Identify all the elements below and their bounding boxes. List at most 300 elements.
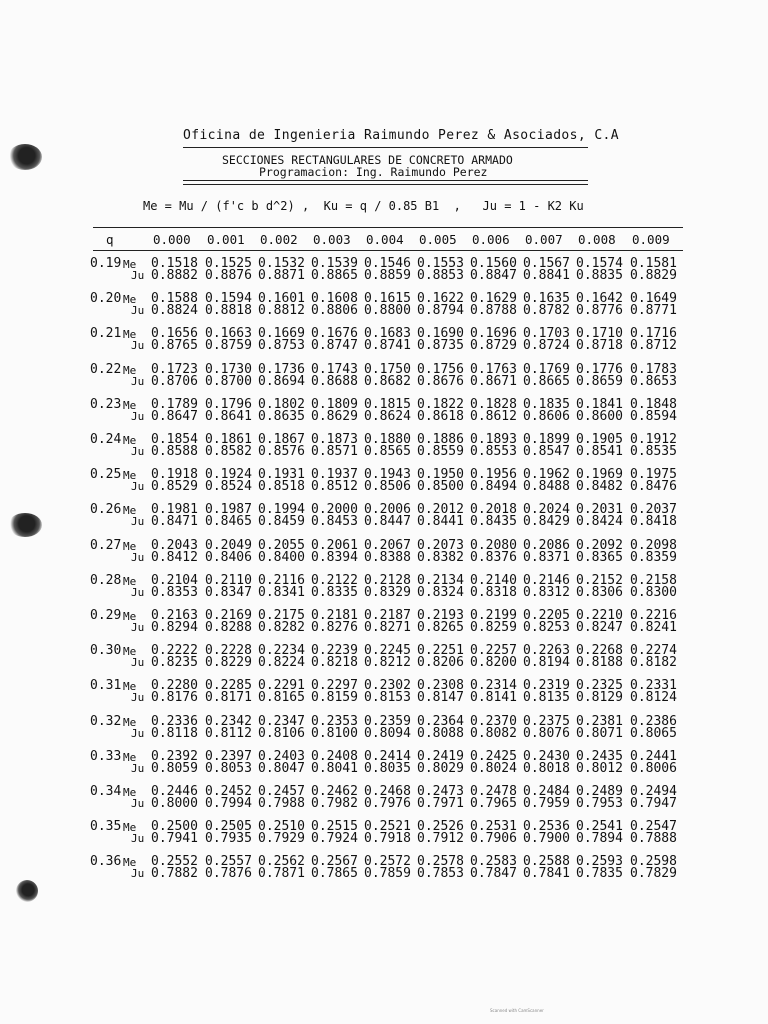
me-value: 0.1656 — [151, 326, 198, 342]
ju-label: Ju — [131, 691, 145, 705]
ju-value: 0.8765 — [151, 338, 198, 354]
me-value: 0.1841 — [576, 396, 623, 412]
me-value: 0.2583 — [470, 854, 517, 870]
me-value: 0.2510 — [258, 819, 305, 835]
ju-value: 0.7859 — [364, 866, 411, 882]
ju-value: 0.8124 — [630, 690, 677, 706]
me-value: 0.1649 — [630, 291, 677, 307]
me-value: 0.2302 — [364, 678, 411, 694]
ju-value: 0.8288 — [205, 620, 252, 635]
me-value: 0.2375 — [523, 713, 570, 729]
me-value: 0.2228 — [205, 643, 252, 659]
ju-value: 0.7906 — [470, 831, 517, 847]
ju-value: 0.8729 — [470, 338, 517, 354]
me-value: 0.2280 — [151, 678, 198, 694]
ju-value: 0.8029 — [417, 760, 464, 776]
me-value: 0.2274 — [630, 643, 677, 659]
me-value: 0.1743 — [311, 361, 358, 377]
ju-value: 0.8118 — [151, 725, 198, 741]
me-value: 0.1912 — [630, 432, 677, 447]
me-value: 0.2484 — [523, 784, 570, 799]
ju-value: 0.8382 — [417, 549, 464, 565]
me-value: 0.2489 — [576, 784, 623, 799]
ju-label: Ju — [131, 269, 145, 282]
ju-value: 0.8876 — [205, 268, 252, 283]
ju-value: 0.8465 — [205, 514, 252, 530]
ju-value: 0.8606 — [523, 408, 570, 424]
me-value: 0.2222 — [151, 643, 198, 659]
q-value: 0.36 — [90, 854, 122, 870]
me-value: 0.2251 — [417, 643, 464, 659]
me-value: 0.2116 — [258, 572, 305, 588]
ju-value: 0.7888 — [630, 831, 677, 847]
punch-hole-icon — [8, 513, 42, 537]
me-value: 0.1574 — [576, 256, 623, 271]
punch-hole-icon — [8, 144, 42, 170]
ju-label: Ju — [131, 585, 145, 599]
me-label: Me — [123, 786, 137, 799]
ju-value: 0.7976 — [364, 796, 411, 811]
ju-label: Ju — [131, 515, 145, 529]
column-header: 0.002 — [260, 232, 298, 247]
me-value: 0.1676 — [311, 326, 358, 342]
ju-value: 0.8841 — [523, 268, 570, 283]
ju-value: 0.8853 — [417, 268, 464, 283]
column-header: 0.006 — [472, 232, 510, 247]
me-label: Me — [123, 504, 137, 518]
ju-value: 0.8276 — [311, 620, 358, 635]
me-value: 0.2263 — [523, 643, 570, 659]
ju-value: 0.8059 — [151, 760, 198, 776]
ju-value: 0.8141 — [470, 690, 517, 706]
ju-value: 0.7853 — [417, 866, 464, 882]
ju-value: 0.8394 — [311, 549, 358, 565]
ju-value: 0.8453 — [311, 514, 358, 530]
me-value: 0.2257 — [470, 643, 517, 659]
ju-value: 0.8529 — [151, 479, 198, 495]
me-value: 0.2435 — [576, 748, 623, 764]
ju-value: 0.8882 — [151, 268, 198, 283]
me-value: 0.2531 — [470, 819, 517, 835]
me-value: 0.2325 — [576, 678, 623, 694]
me-value: 0.2128 — [364, 572, 411, 588]
me-value: 0.1615 — [364, 291, 411, 307]
me-value: 0.1635 — [523, 291, 570, 307]
ju-value: 0.7994 — [205, 796, 252, 811]
ju-value: 0.8035 — [364, 760, 411, 776]
me-value: 0.1553 — [417, 256, 464, 271]
ju-value: 0.8106 — [258, 725, 305, 741]
me-value: 0.2370 — [470, 713, 517, 729]
q-column-header: q — [106, 232, 114, 247]
ju-value: 0.8859 — [364, 268, 411, 283]
ju-value: 0.8000 — [151, 796, 198, 811]
me-value: 0.1710 — [576, 326, 623, 342]
me-value: 0.1789 — [151, 396, 198, 412]
ju-value: 0.7988 — [258, 796, 305, 811]
ju-label: Ju — [131, 832, 145, 846]
ju-value: 0.7871 — [258, 866, 305, 882]
me-value: 0.1736 — [258, 361, 305, 377]
me-label: Me — [123, 398, 137, 412]
me-value: 0.2547 — [630, 819, 677, 835]
ju-value: 0.8135 — [523, 690, 570, 706]
q-value: 0.33 — [90, 748, 122, 764]
q-value: 0.32 — [90, 713, 122, 729]
me-value: 0.2578 — [417, 854, 464, 870]
ju-value: 0.8812 — [258, 303, 305, 319]
ju-value: 0.8306 — [576, 584, 623, 600]
ju-value: 0.8418 — [630, 514, 677, 530]
me-label: Me — [123, 258, 137, 271]
ju-value: 0.8794 — [417, 303, 464, 319]
ju-value: 0.8771 — [630, 303, 677, 319]
me-value: 0.2024 — [523, 502, 570, 518]
me-value: 0.2536 — [523, 819, 570, 835]
me-value: 0.2239 — [311, 643, 358, 659]
me-value: 0.1886 — [417, 432, 464, 447]
ju-value: 0.8718 — [576, 338, 623, 354]
ju-value: 0.8635 — [258, 408, 305, 424]
me-label: Me — [123, 469, 137, 483]
me-value: 0.2593 — [576, 854, 623, 870]
header-divider — [183, 147, 588, 148]
me-value: 0.2080 — [470, 537, 517, 553]
q-value: 0.28 — [90, 572, 122, 588]
me-value: 0.2073 — [417, 537, 464, 553]
me-value: 0.2308 — [417, 678, 464, 694]
ju-value: 0.8700 — [205, 373, 252, 389]
me-value: 0.1525 — [205, 256, 252, 271]
ju-value: 0.8741 — [364, 338, 411, 354]
ju-value: 0.8665 — [523, 373, 570, 389]
ju-value: 0.8782 — [523, 303, 570, 319]
ju-value: 0.8600 — [576, 408, 623, 424]
me-value: 0.2086 — [523, 537, 570, 553]
ju-value: 0.8694 — [258, 373, 305, 389]
me-value: 0.2055 — [258, 537, 305, 553]
q-value: 0.21 — [90, 326, 122, 342]
me-value: 0.2268 — [576, 643, 623, 659]
ju-value: 0.8571 — [311, 444, 358, 459]
ju-value: 0.7865 — [311, 866, 358, 882]
me-value: 0.1822 — [417, 396, 464, 412]
q-value: 0.26 — [90, 502, 122, 518]
me-label: Me — [123, 539, 137, 553]
me-value: 0.1642 — [576, 291, 623, 307]
ju-value: 0.7935 — [205, 831, 252, 847]
ju-value: 0.8424 — [576, 514, 623, 530]
me-value: 0.1802 — [258, 396, 305, 412]
ju-value: 0.8518 — [258, 479, 305, 495]
me-value: 0.1622 — [417, 291, 464, 307]
me-value: 0.2588 — [523, 854, 570, 870]
me-value: 0.1937 — [311, 467, 358, 483]
me-value: 0.2392 — [151, 748, 198, 764]
ju-value: 0.8041 — [311, 760, 358, 776]
ju-value: 0.7947 — [630, 796, 677, 811]
ju-value: 0.8435 — [470, 514, 517, 530]
me-value: 0.1696 — [470, 326, 517, 342]
column-header: 0.009 — [632, 232, 670, 247]
ju-value: 0.8047 — [258, 760, 305, 776]
me-value: 0.2441 — [630, 748, 677, 764]
ju-value: 0.8735 — [417, 338, 464, 354]
me-value: 0.2515 — [311, 819, 358, 835]
ju-value: 0.8188 — [576, 655, 623, 671]
ju-value: 0.8824 — [151, 303, 198, 319]
q-value: 0.20 — [90, 291, 122, 307]
me-value: 0.2234 — [258, 643, 305, 659]
ju-value: 0.8159 — [311, 690, 358, 706]
ju-value: 0.8547 — [523, 444, 570, 459]
me-value: 0.1594 — [205, 291, 252, 307]
ju-value: 0.8747 — [311, 338, 358, 354]
me-value: 0.1854 — [151, 432, 198, 447]
me-value: 0.1956 — [470, 467, 517, 483]
me-value: 0.1835 — [523, 396, 570, 412]
me-value: 0.1815 — [364, 396, 411, 412]
ju-label: Ju — [131, 374, 145, 388]
me-value: 0.2468 — [364, 784, 411, 799]
me-label: Me — [123, 610, 137, 623]
ju-value: 0.8506 — [364, 479, 411, 495]
me-value: 0.2364 — [417, 713, 464, 729]
me-value: 0.1690 — [417, 326, 464, 342]
ju-value: 0.8688 — [311, 373, 358, 389]
me-label: Me — [123, 328, 137, 342]
ju-value: 0.8247 — [576, 620, 623, 635]
ju-value: 0.8553 — [470, 444, 517, 459]
ju-value: 0.8618 — [417, 408, 464, 424]
me-value: 0.1581 — [630, 256, 677, 271]
me-value: 0.1730 — [205, 361, 252, 377]
ju-value: 0.8229 — [205, 655, 252, 671]
me-value: 0.2158 — [630, 572, 677, 588]
me-value: 0.1975 — [630, 467, 677, 483]
ju-value: 0.8412 — [151, 549, 198, 565]
ju-value: 0.7953 — [576, 796, 623, 811]
me-value: 0.2181 — [311, 608, 358, 623]
ju-value: 0.8329 — [364, 584, 411, 600]
me-value: 0.2342 — [205, 713, 252, 729]
ju-value: 0.8282 — [258, 620, 305, 635]
q-value: 0.31 — [90, 678, 122, 694]
me-value: 0.1560 — [470, 256, 517, 271]
me-value: 0.1893 — [470, 432, 517, 447]
me-value: 0.2462 — [311, 784, 358, 799]
ju-value: 0.8218 — [311, 655, 358, 671]
ju-label: Ju — [131, 761, 145, 775]
ju-value: 0.8271 — [364, 620, 411, 635]
me-value: 0.2541 — [576, 819, 623, 835]
ju-value: 0.8712 — [630, 338, 677, 354]
ju-value: 0.8318 — [470, 584, 517, 600]
me-value: 0.2140 — [470, 572, 517, 588]
me-value: 0.2098 — [630, 537, 677, 553]
ju-value: 0.8347 — [205, 584, 252, 600]
me-value: 0.2397 — [205, 748, 252, 764]
me-value: 0.2031 — [576, 502, 623, 518]
me-value: 0.1867 — [258, 432, 305, 447]
ju-value: 0.8359 — [630, 549, 677, 565]
me-value: 0.2163 — [151, 608, 198, 623]
me-value: 0.2199 — [470, 608, 517, 623]
me-value: 0.1873 — [311, 432, 358, 447]
me-label: Me — [123, 821, 137, 835]
ju-value: 0.8294 — [151, 620, 198, 635]
ju-value: 0.8012 — [576, 760, 623, 776]
ju-value: 0.8065 — [630, 725, 677, 741]
ju-value: 0.8476 — [630, 479, 677, 495]
me-value: 0.2006 — [364, 502, 411, 518]
me-value: 0.1546 — [364, 256, 411, 271]
me-value: 0.1962 — [523, 467, 570, 483]
me-value: 0.2146 — [523, 572, 570, 588]
column-header: 0.007 — [525, 232, 563, 247]
ju-value: 0.7929 — [258, 831, 305, 847]
ju-label: Ju — [131, 480, 145, 494]
me-value: 0.2049 — [205, 537, 252, 553]
document-title: SECCIONES RECTANGULARES DE CONCRETO ARMADO — [222, 153, 513, 167]
me-value: 0.1861 — [205, 432, 252, 447]
ju-value: 0.8488 — [523, 479, 570, 495]
ju-value: 0.8753 — [258, 338, 305, 354]
ju-value: 0.8206 — [417, 655, 464, 671]
me-value: 0.1924 — [205, 467, 252, 483]
ju-value: 0.8576 — [258, 444, 305, 459]
me-value: 0.1796 — [205, 396, 252, 412]
me-value: 0.1723 — [151, 361, 198, 377]
me-label: Me — [123, 645, 137, 659]
ju-label: Ju — [131, 304, 145, 318]
office-name: Oficina de Ingenieria Raimundo Perez & Asociados, C.A — [183, 128, 620, 143]
me-value: 0.2331 — [630, 678, 677, 694]
punch-hole-icon — [16, 880, 38, 902]
ju-value: 0.8341 — [258, 584, 305, 600]
ju-value: 0.8265 — [417, 620, 464, 635]
me-value: 0.1987 — [205, 502, 252, 518]
ju-value: 0.8706 — [151, 373, 198, 389]
me-value: 0.2205 — [523, 608, 570, 623]
ju-value: 0.8300 — [630, 584, 677, 600]
ju-label: Ju — [131, 621, 145, 634]
ju-value: 0.8847 — [470, 268, 517, 283]
ju-value: 0.7847 — [470, 866, 517, 882]
me-label: Me — [123, 293, 137, 307]
ju-value: 0.8624 — [364, 408, 411, 424]
ju-label: Ju — [131, 445, 145, 458]
me-value: 0.2187 — [364, 608, 411, 623]
ju-value: 0.8594 — [630, 408, 677, 424]
me-value: 0.2210 — [576, 608, 623, 623]
q-value: 0.27 — [90, 537, 122, 553]
me-value: 0.2134 — [417, 572, 464, 588]
ju-value: 0.8759 — [205, 338, 252, 354]
header-divider — [183, 184, 588, 185]
me-value: 0.2446 — [151, 784, 198, 799]
ju-label: Ju — [131, 339, 145, 353]
ju-value: 0.7982 — [311, 796, 358, 811]
ju-value: 0.8524 — [205, 479, 252, 495]
me-value: 0.2478 — [470, 784, 517, 799]
q-value: 0.34 — [90, 784, 122, 799]
ju-value: 0.8212 — [364, 655, 411, 671]
ju-value: 0.8441 — [417, 514, 464, 530]
ju-value: 0.8376 — [470, 549, 517, 565]
me-value: 0.2000 — [311, 502, 358, 518]
me-value: 0.2419 — [417, 748, 464, 764]
me-value: 0.1518 — [151, 256, 198, 271]
ju-value: 0.8224 — [258, 655, 305, 671]
q-value: 0.19 — [90, 256, 122, 271]
q-value: 0.29 — [90, 608, 122, 623]
me-value: 0.1848 — [630, 396, 677, 412]
ju-value: 0.8112 — [205, 725, 252, 741]
me-value: 0.2297 — [311, 678, 358, 694]
ju-value: 0.8682 — [364, 373, 411, 389]
programmer-credit: Programacion: Ing. Raimundo Perez — [259, 165, 488, 179]
ju-value: 0.8094 — [364, 725, 411, 741]
ju-value: 0.8335 — [311, 584, 358, 600]
me-value: 0.1716 — [630, 326, 677, 342]
me-value: 0.1809 — [311, 396, 358, 412]
me-value: 0.1750 — [364, 361, 411, 377]
me-value: 0.2043 — [151, 537, 198, 553]
me-label: Me — [123, 363, 137, 377]
ju-value: 0.8241 — [630, 620, 677, 635]
ju-value: 0.8147 — [417, 690, 464, 706]
me-value: 0.2381 — [576, 713, 623, 729]
me-value: 0.2403 — [258, 748, 305, 764]
column-header: 0.003 — [313, 232, 351, 247]
me-value: 0.2473 — [417, 784, 464, 799]
me-value: 0.2122 — [311, 572, 358, 588]
ju-value: 0.8800 — [364, 303, 411, 319]
me-value: 0.1588 — [151, 291, 198, 307]
ju-value: 0.8429 — [523, 514, 570, 530]
ju-value: 0.8253 — [523, 620, 570, 635]
ju-value: 0.7941 — [151, 831, 198, 847]
ju-value: 0.7912 — [417, 831, 464, 847]
ju-label: Ju — [131, 550, 145, 564]
header-divider — [183, 180, 588, 181]
me-value: 0.2452 — [205, 784, 252, 799]
me-value: 0.2353 — [311, 713, 358, 729]
me-value: 0.2314 — [470, 678, 517, 694]
ju-value: 0.8171 — [205, 690, 252, 706]
ju-label: Ju — [131, 656, 145, 670]
me-value: 0.2037 — [630, 502, 677, 518]
ju-value: 0.8482 — [576, 479, 623, 495]
ju-label: Ju — [131, 797, 145, 810]
column-header: 0.000 — [153, 232, 191, 247]
me-value: 0.2359 — [364, 713, 411, 729]
me-label: Me — [123, 715, 137, 729]
me-value: 0.1669 — [258, 326, 305, 342]
me-value: 0.1629 — [470, 291, 517, 307]
me-value: 0.1969 — [576, 467, 623, 483]
ju-value: 0.8471 — [151, 514, 198, 530]
ju-value: 0.8829 — [630, 268, 677, 283]
me-value: 0.2552 — [151, 854, 198, 870]
me-value: 0.1905 — [576, 432, 623, 447]
ju-value: 0.8182 — [630, 655, 677, 671]
ju-value: 0.8176 — [151, 690, 198, 706]
me-value: 0.2169 — [205, 608, 252, 623]
q-value: 0.23 — [90, 396, 122, 412]
ju-value: 0.8776 — [576, 303, 623, 319]
